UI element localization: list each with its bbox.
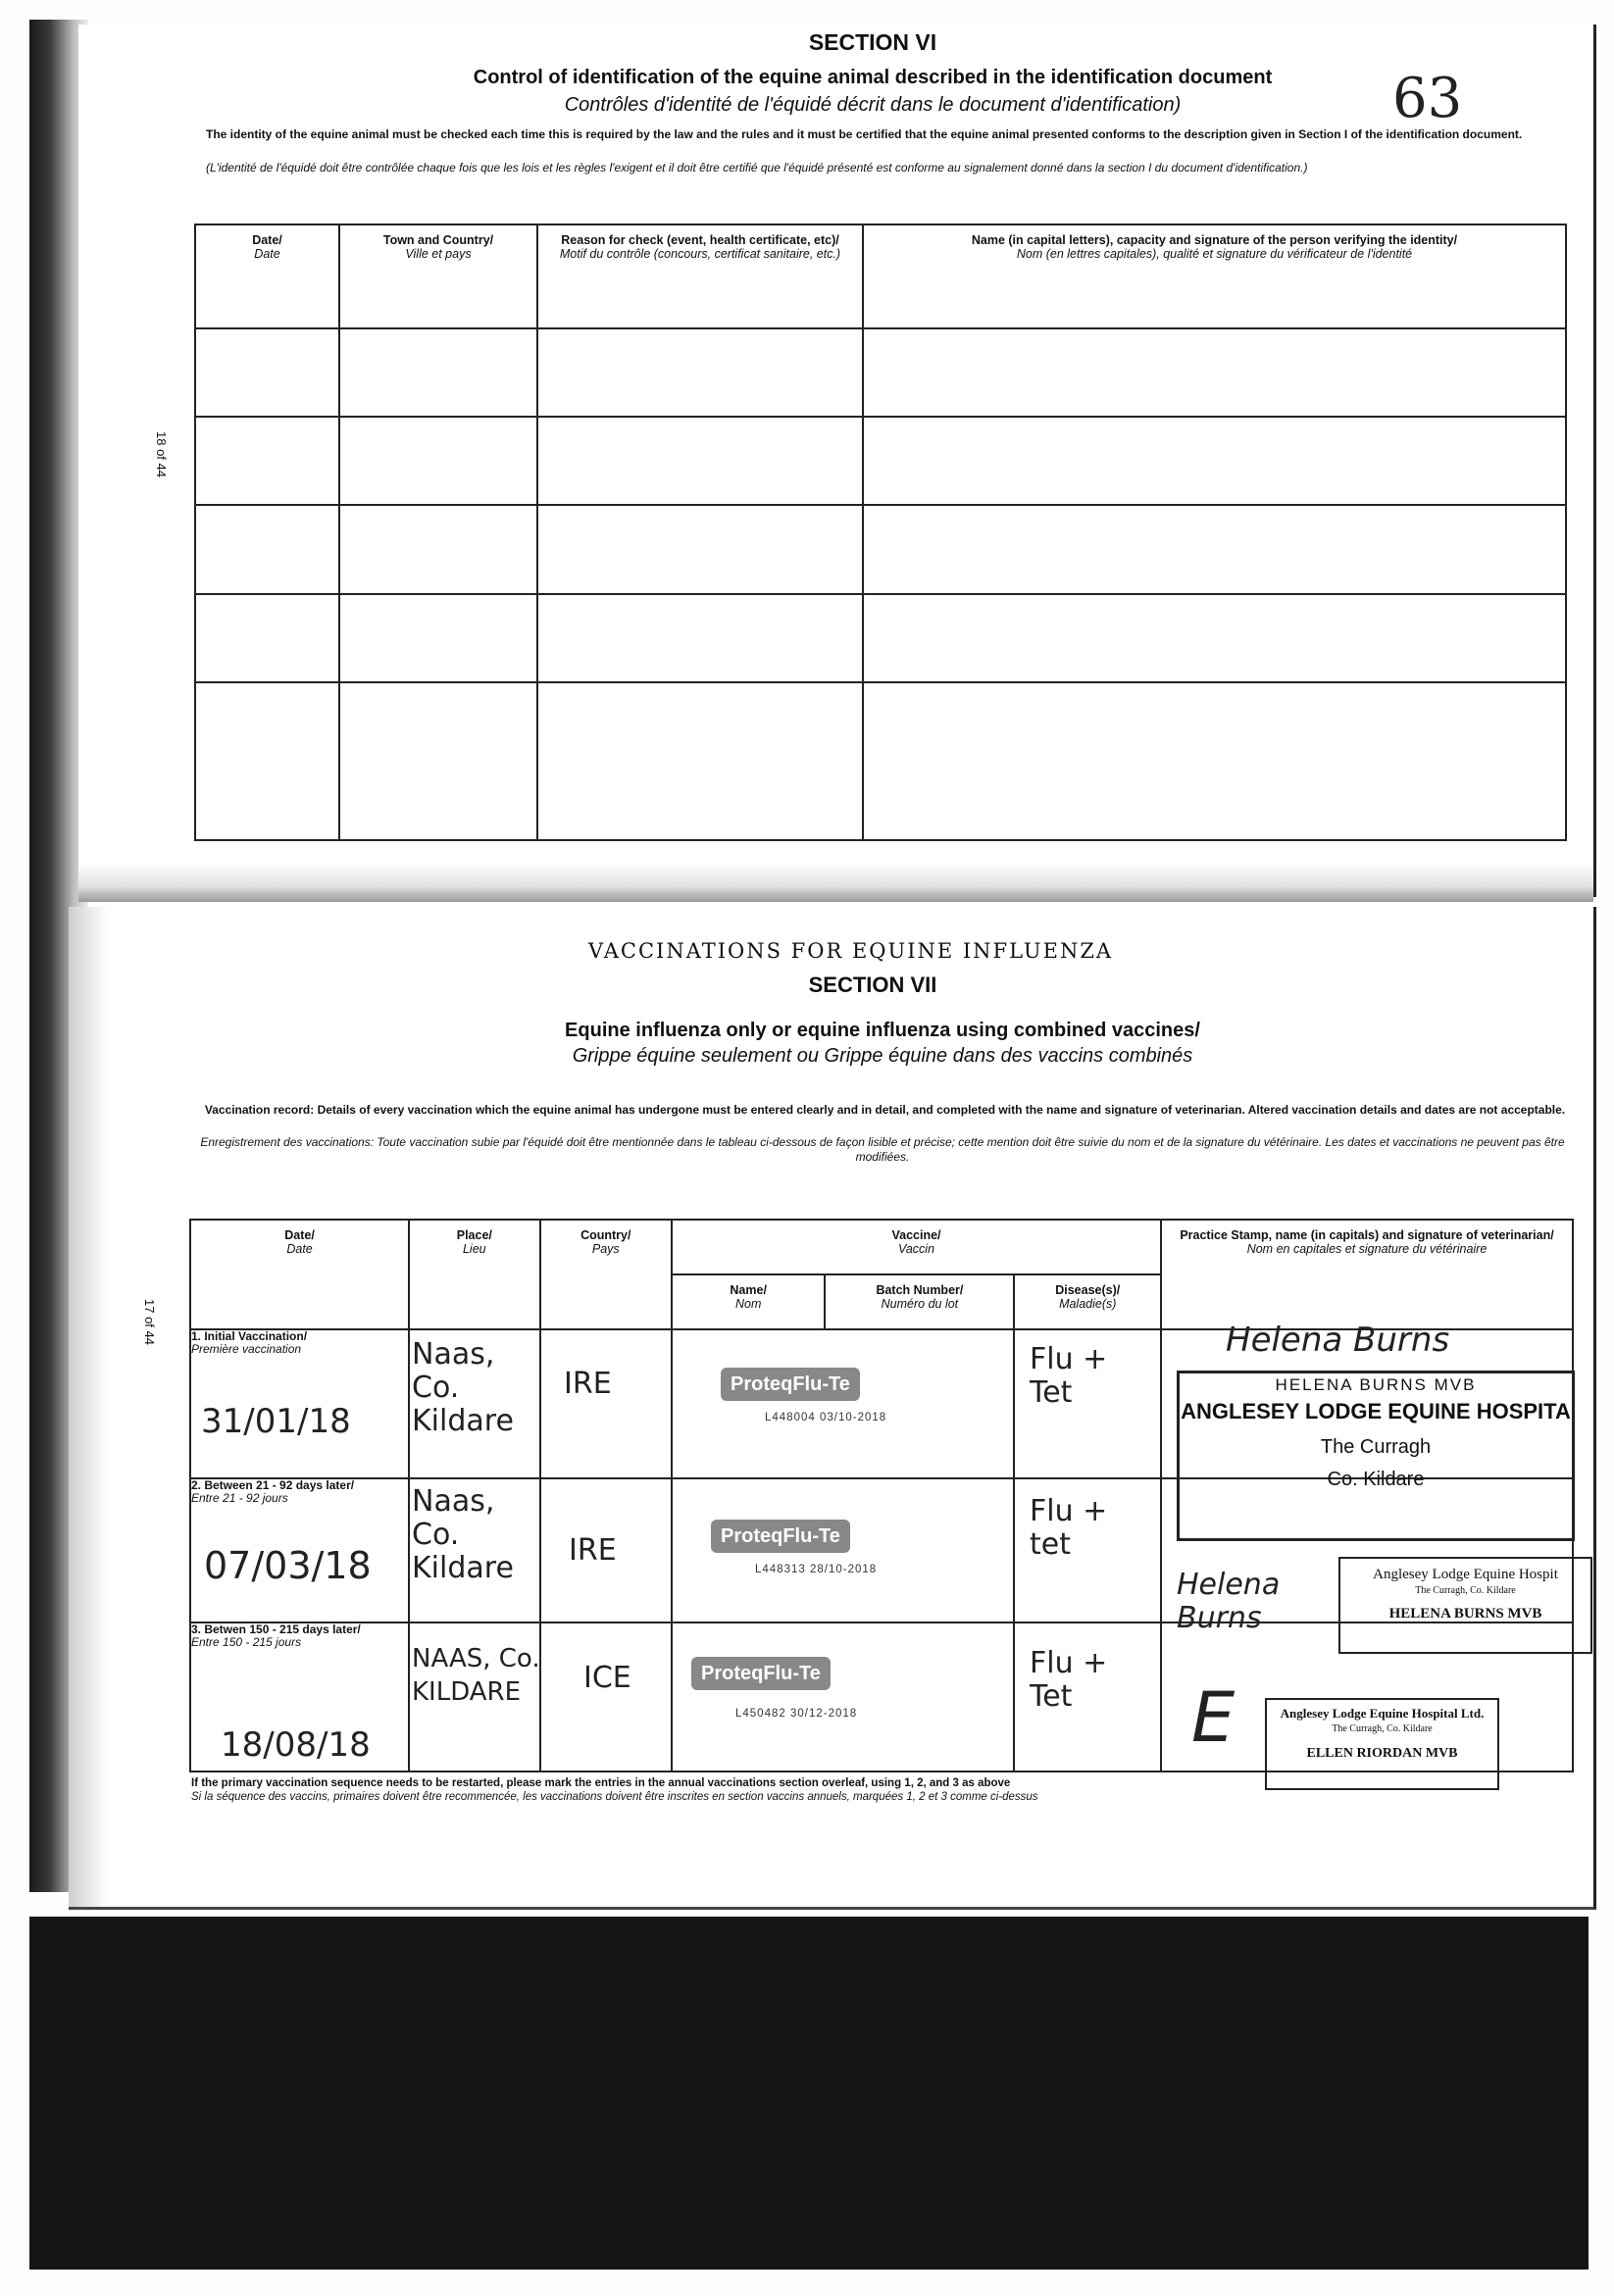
row-3-disease: Flu + Tet xyxy=(1030,1646,1108,1714)
section-vi-title: SECTION VI xyxy=(808,29,937,55)
row-2-place: Naas, Co. Kildare xyxy=(412,1484,514,1585)
row-1-vaccine-label: ProteqFlu-Te xyxy=(721,1368,860,1401)
scanner-dark-band xyxy=(29,1917,1589,2270)
identity-check-table xyxy=(194,224,1567,841)
section-vii-title-en: Equine influenza only or equine influenza using combined vaccines/ xyxy=(565,1020,1200,1041)
gutter-shade xyxy=(69,907,108,1907)
row-3-batch: L450482 30/12-2018 xyxy=(735,1708,858,1720)
row-3-country: ICE xyxy=(583,1661,631,1695)
section-vii-title-fr: Grippe équine seulement ou Grippe équine dans des vaccins combinés xyxy=(572,1045,1193,1067)
handwritten-page-number: 63 xyxy=(1392,67,1463,130)
row-1-disease: Flu + Tet xyxy=(1030,1342,1108,1410)
page-number-17: 17 of 44 xyxy=(142,1299,157,1345)
section-vi-instruction-en: The identity of the equine animal must be checked each time this is required by the law and the rules and it must be certified that the equine animal presented conforms to the description given in Section I of the identification document. xyxy=(206,127,1523,141)
header-disease: Disease(s)/ Maladie(s) xyxy=(1014,1274,1161,1329)
page-number-18: 18 of 44 xyxy=(154,431,169,477)
footer-note-en: If the primary vaccination sequence needs to be restarted, please mark the entries in the annual vaccinations section overleaf, using 1, 2, and 3 as above xyxy=(191,1777,1011,1789)
header-verifier: Name (in capital letters), capacity and signature of the person verifying the identity/ Nom (en lettres capitales), qualité et signature du vérificateur de l'identité xyxy=(863,225,1566,328)
header-vacc-date: Date/ Date xyxy=(190,1220,409,1329)
row-2-country: IRE xyxy=(569,1533,617,1568)
header-batch-number: Batch Number/ Numéro du lot xyxy=(825,1274,1014,1329)
row-3-signature: E xyxy=(1191,1677,1236,1758)
header-practice-stamp: Practice Stamp, name (in capitals) and signature of veterinarian/ Nom en capitales et signature du vétérinaire xyxy=(1161,1220,1573,1329)
vaccinations-heading: VACCINATIONS FOR EQUINE INFLUENZA xyxy=(588,939,1114,963)
row-3-date: 18/08/18 xyxy=(221,1725,371,1765)
row-3-place: NAAS, Co. KILDARE xyxy=(412,1644,540,1707)
row-1-place: Naas, Co. Kildare xyxy=(412,1337,514,1438)
header-date: Date/ Date xyxy=(195,225,339,328)
section-vi-instruction-fr: (L'identité de l'équidé doit être contrôlée chaque fois que les lois et les règles l'exigent et il doit être certifié que l'équidé présenté est conforme au signalement donné dans la section I du document d'identification.) xyxy=(206,161,1308,175)
header-reason: Reason for check (event, health certificate, etc)/ Motif du contrôle (concours, certificat sanitaire, etc.) xyxy=(537,225,863,328)
row-2-signature: Helena Burns xyxy=(1177,1568,1281,1635)
vaccination-record-en: Vaccination record: Details of every vaccination which the equine animal has undergone must be entered clearly and in detail, and completed with the name and signature of veterinarian. Altered vaccination details and dates are not acceptable. xyxy=(204,1103,1566,1117)
table-row xyxy=(195,417,1566,505)
vaccination-record-fr: Enregistrement des vaccinations: Toute vaccination subie par l'équidé doit être mentionnée dans le tableau ci-dessous de façon lisible et précise; cette mention doit être suivie du nom et de la signature du vétérinaire. Les dates et vaccinations ne peuvent pas être modifiées. xyxy=(200,1135,1565,1164)
table-row xyxy=(195,505,1566,593)
row-1-batch: L448004 03/10-2018 xyxy=(765,1412,887,1423)
row-1-label: 1. Initial Vaccination/ Première vaccination xyxy=(190,1329,409,1478)
row-1-date: 31/01/18 xyxy=(201,1402,351,1441)
section-vi-title-fr: Contrôles d'identité de l'équidé décrit dans le document d'identification) xyxy=(564,94,1182,116)
section-vi-title-en: Control of identification of the equine animal described in the identification document xyxy=(473,67,1273,88)
row-2-batch: L448313 28/10-2018 xyxy=(755,1564,878,1575)
row-3-label: 3. Betwen 150 - 215 days later/ Entre 150 - 215 jours xyxy=(190,1622,409,1772)
table-row xyxy=(195,682,1566,840)
row-2-label: 2. Between 21 - 92 days later/ Entre 21 - 92 jours xyxy=(190,1478,409,1622)
table-row xyxy=(195,328,1566,417)
header-place: Place/ Lieu xyxy=(409,1220,539,1329)
row-1-signature: Helena Burns xyxy=(1226,1321,1450,1360)
header-vaccine: Vaccine/ Vaccin xyxy=(672,1220,1161,1274)
row-3-vaccine-label: ProteqFlu-Te xyxy=(691,1657,831,1690)
row-3-practice-stamp: Anglesey Lodge Equine Hospital Ltd. The Curragh, Co. Kildare ELLEN RIORDAN MVB xyxy=(1265,1698,1499,1790)
header-vaccine-name: Name/ Nom xyxy=(672,1274,825,1329)
row-2-vaccine-label: ProteqFlu-Te xyxy=(711,1520,850,1553)
table-row xyxy=(195,594,1566,682)
row-1-practice-stamp: HELENA BURNS MVB ANGLESEY LODGE EQUINE HOSPITA The Curragh Co. Kildare xyxy=(1177,1371,1575,1541)
section-vii-title: SECTION VII xyxy=(808,973,937,997)
top-page-curl xyxy=(78,863,1593,902)
header-town-country: Town and Country/ Ville et pays xyxy=(339,225,537,328)
header-country: Country/ Pays xyxy=(540,1220,673,1329)
row-2-practice-stamp: Anglesey Lodge Equine Hospit The Curragh, Co. Kildare HELENA BURNS MVB xyxy=(1338,1557,1592,1654)
row-2-disease: Flu + tet xyxy=(1030,1494,1108,1562)
row-1-country: IRE xyxy=(564,1367,612,1401)
footer-note-fr: Si la séquence des vaccins, primaires doivent être recommencée, les vaccinations doivent être inscrites en section vaccins annuels, marquées 1, 2 et 3 comme ci-dessus xyxy=(191,1791,1038,1803)
row-2-date: 07/03/18 xyxy=(204,1544,372,1587)
